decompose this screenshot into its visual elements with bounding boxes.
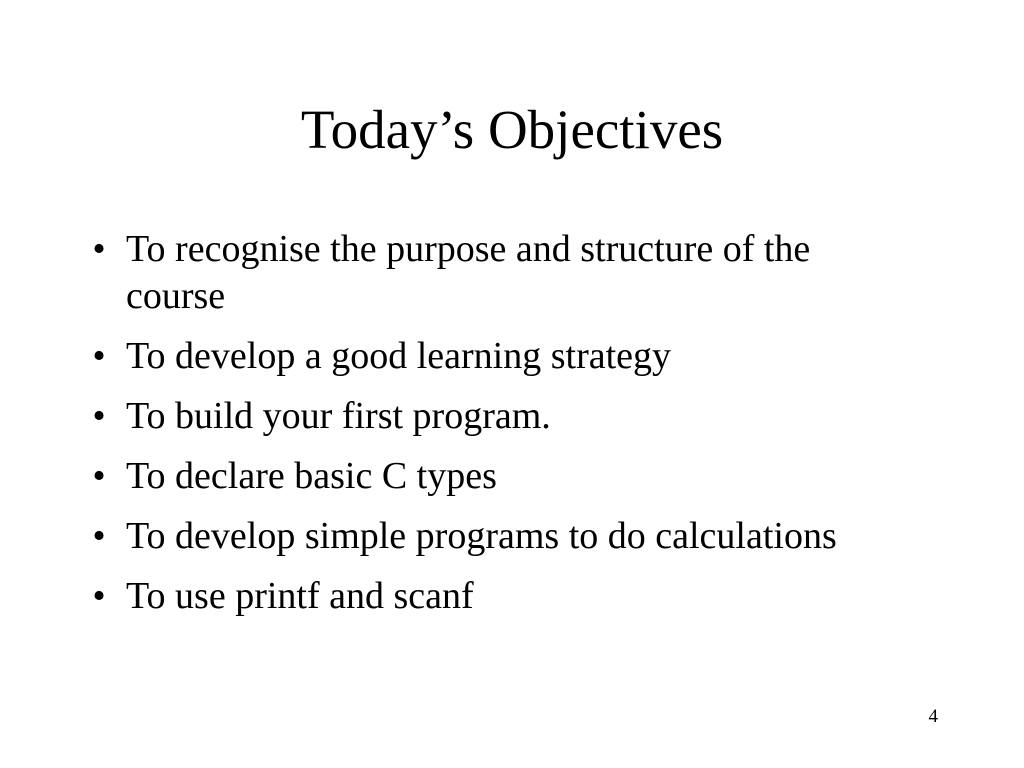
slide-title: Today’s Objectives bbox=[300, 99, 724, 160]
bullet-icon: • bbox=[92, 228, 106, 270]
bullet-text: To recognise the purpose and structure of the course bbox=[126, 228, 811, 317]
objectives-list bbox=[84, 226, 904, 633]
bullet-text: To develop simple programs to do calculations bbox=[126, 515, 837, 557]
list-item bbox=[84, 513, 904, 560]
bullet-icon: • bbox=[92, 455, 106, 497]
bullet-text: To declare basic C types bbox=[126, 455, 497, 497]
list-item bbox=[84, 333, 904, 380]
list-item bbox=[84, 393, 904, 440]
bullet-icon: • bbox=[92, 395, 106, 437]
list-item bbox=[84, 573, 904, 620]
bullet-text: To use printf and scanf bbox=[126, 575, 474, 617]
list-item bbox=[84, 226, 904, 320]
bullet-icon: • bbox=[92, 575, 106, 617]
list-item bbox=[84, 453, 904, 500]
bullet-text: To develop a good learning strategy bbox=[126, 335, 672, 377]
bullet-icon: • bbox=[92, 515, 106, 557]
page-number: 4 bbox=[928, 706, 938, 727]
bullet-text: To build your first program. bbox=[126, 395, 551, 437]
bullet-icon: • bbox=[92, 335, 106, 377]
